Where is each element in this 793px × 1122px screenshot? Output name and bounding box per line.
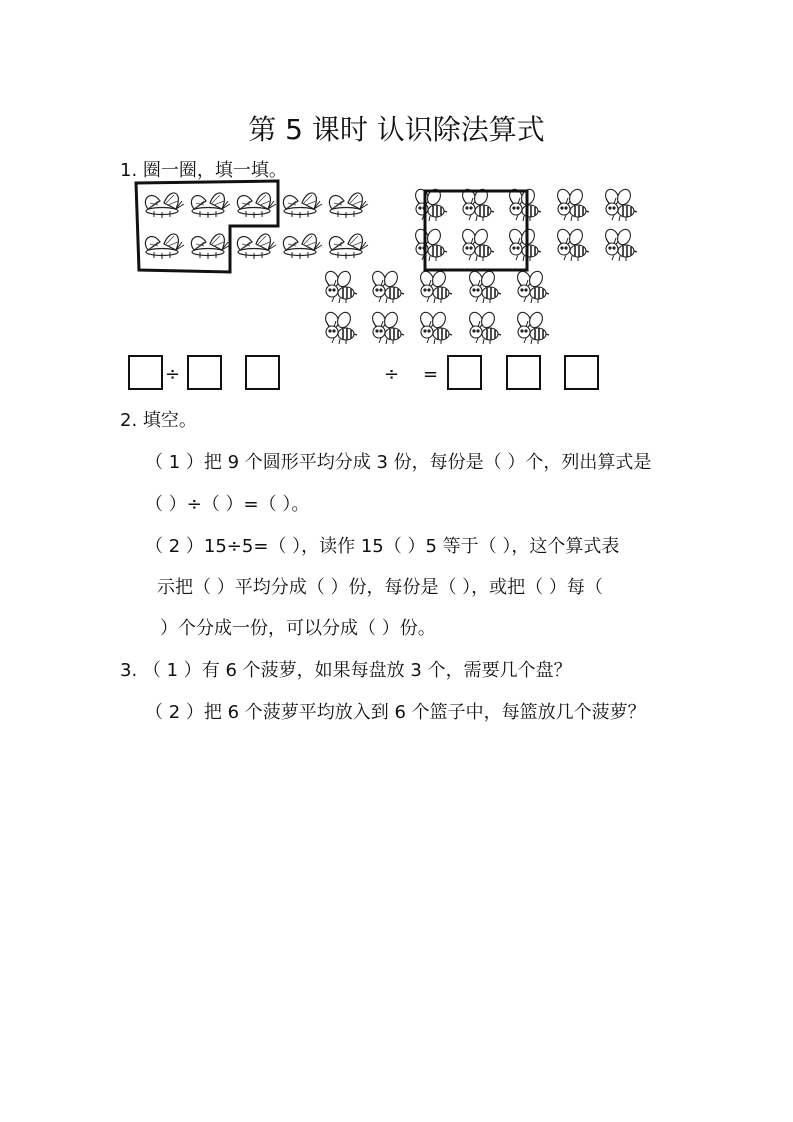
question-3-part2: （ 2 ）把 6 个菠萝平均放入到 6 个篮子中，每篮放几个菠萝？ [145,702,646,723]
question-3-part1: 3. （ 1 ）有 6 个菠萝，如果每盘放 3 个，需要几个盘？ [120,660,572,681]
answer-box-2[interactable] [187,355,222,390]
question-2-part1-line2: （ ）÷（ ）=（ ）。 [145,494,310,515]
page-title: 第 5 课时 认识除法算式 [248,113,545,146]
question-2-part2-line1: （ 2 ）15÷5=（ ），读作 15（ ）5 等于（ ），这个算式表 [145,536,620,557]
question-2-part2-line3: ）个分成一份，可以分成（ ）份。 [160,618,436,639]
question-2-part2-line2: 示把（ ）平均分成（ ）份，每份是（ ），或把（ ）每（ [157,577,603,598]
question-2-heading: 2. 填空。 [120,410,197,431]
equals-sign: = [423,364,439,385]
question-2-part1-line1: （ 1 ）把 9 个圆形平均分成 3 份，每份是（ ）个，列出算式是 [145,452,652,473]
answer-box-6[interactable] [564,355,599,390]
butterfly-circle-outline [136,181,278,272]
answer-box-5[interactable] [506,355,541,390]
bee-icons [323,187,637,344]
answer-box-1[interactable] [128,355,163,390]
answer-box-4[interactable] [447,355,482,390]
divide-sign-1: ÷ [165,364,181,385]
divide-sign-2: ÷ [384,364,400,385]
question-1-heading: 1. 圈一圈，填一填。 [120,160,287,181]
answer-box-3[interactable] [245,355,280,390]
